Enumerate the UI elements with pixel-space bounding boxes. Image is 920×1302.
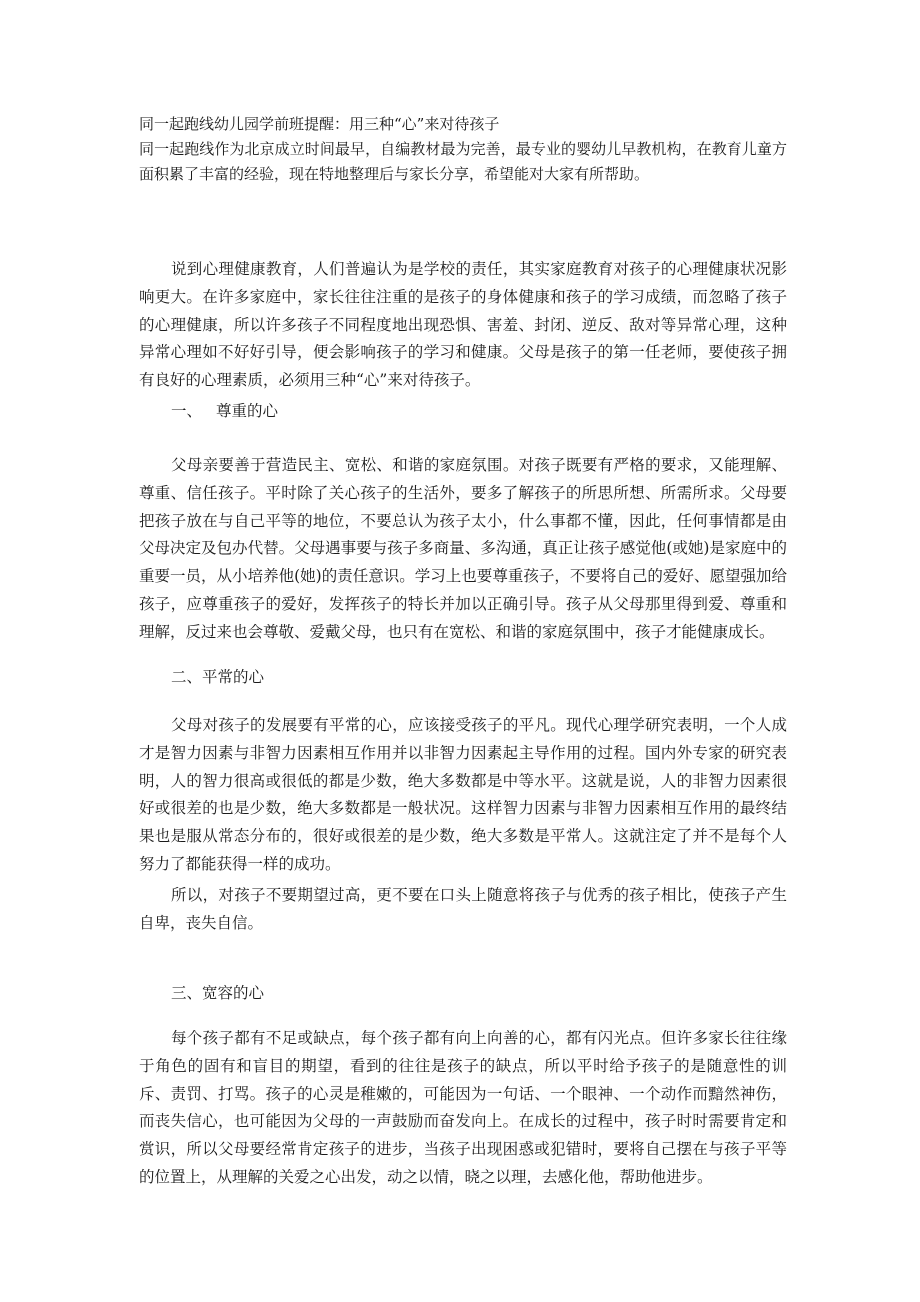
section-title: 尊重的心 <box>216 402 279 420</box>
tolerance-paragraph: 每个孩子都有不足或缺点，每个孩子都有向上向善的心，都有闪光点。但许多家长往往缘于角色的固有和盲目的期望，看到的往往是孩子的缺点，所以平时给予孩子的是随意性的训斥、责罚、打骂。孩子的心灵是稚嫩的，可能因为一句话、一个眼神、一个动作而黯然神伤，而丧失信心，也可能因为父母的一声鼓励而奋发向上。在成长的过程中，孩子时时需要肯定和赏识，所以父母要经常肯定孩子的进步，当孩子出现困惑或犯错时，要将自己摆在与孩子平等的位置上，从理解的关爱之心出发，动之以情，晓之以理，去感化他，帮助他进步。 <box>139 1029 787 1186</box>
ordinary-paragraph-block-2 <box>139 882 787 938</box>
ordinary-paragraph-2: 所以，对孩子不要期望过高，更不要在口头上随意将孩子与优秀的孩子相比，使孩子产生自卑，丧失自信。 <box>139 886 787 932</box>
ordinary-paragraph-block <box>139 712 787 879</box>
section-title: 二、平常的心 <box>171 668 265 686</box>
respect-paragraph-block <box>139 452 787 647</box>
document-title: 同一起跑线幼儿园学前班提醒：用三种“心”来对待孩子 <box>139 115 500 133</box>
section-number: 一、 <box>171 402 203 420</box>
ordinary-paragraph-1: 父母对孩子的发展要有平常的心，应该接受孩子的平凡。现代心理学研究表明，一个人成才是智力因素与非智力因素相互作用并以非智力因素起主导作用的过程。国内外专家的研究表明，人的智力很高或很低的都是少数，绝大多数都是中等水平。这就是说，人的非智力因素很好或很差的也是少数，绝大多数都是一般状况。这样智力因素与非智力因素相互作用的最终结果也是服从常态分布的，很好或很差的是少数，绝大多数是平常人。这就注定了并不是每个人努力了都能获得一样的成功。 <box>139 716 787 873</box>
document-intro: 同一起跑线作为北京成立时间最早，自编教材最为完善，最专业的婴幼儿早教机构，在教育儿童方面积累了丰富的经验，现在特地整理后与家长分享，希望能对大家有所帮助。 <box>139 140 787 183</box>
intro-paragraph-block <box>139 256 787 395</box>
section-heading-respect <box>171 399 278 423</box>
document-header <box>139 112 787 187</box>
respect-paragraph: 父母亲要善于营造民主、宽松、和谐的家庭氛围。对孩子既要有严格的要求，又能理解、尊重、信任孩子。平时除了关心孩子的生活外，要多了解孩子的所思所想、所需所求。父母要把孩子放在与自己平等的地位，不要总认为孩子太小，什么事都不懂，因此，任何事情都是由父母决定及包办代替。父母遇事要与孩子多商量、多沟通，真正让孩子感觉他(或她)是家庭中的重要一员，从小培养他(她)的责任意识。学习上也要尊重孩子，不要将自己的爱好、愿望强加给孩子，应尊重孩子的爱好，发挥孩子的特长并加以正确引导。孩子从父母那里得到爱、尊重和理解，反过来也会尊敬、爱戴父母，也只有在宽松、和谐的家庭氛围中，孩子才能健康成长。 <box>139 456 787 641</box>
intro-paragraph: 说到心理健康教育，人们普遍认为是学校的责任，其实家庭教育对孩子的心理健康状况影响更大。在许多家庭中，家长往往注重的是孩子的身体健康和孩子的学习成绩，而忽略了孩子的心理健康，所以许多孩子不同程度地出现恐惧、害羞、封闭、逆反、敌对等异常心理，这种异常心理如不好好引导，便会影响孩子的学习和健康。父母是孩子的第一任老师，要使孩子拥有良好的心理素质，必须用三种“心”来对待孩子。 <box>139 260 787 390</box>
tolerance-paragraph-block <box>139 1025 787 1192</box>
section-heading-tolerance <box>171 981 264 1005</box>
section-heading-ordinary <box>171 665 264 689</box>
section-title: 三、宽容的心 <box>171 984 265 1002</box>
